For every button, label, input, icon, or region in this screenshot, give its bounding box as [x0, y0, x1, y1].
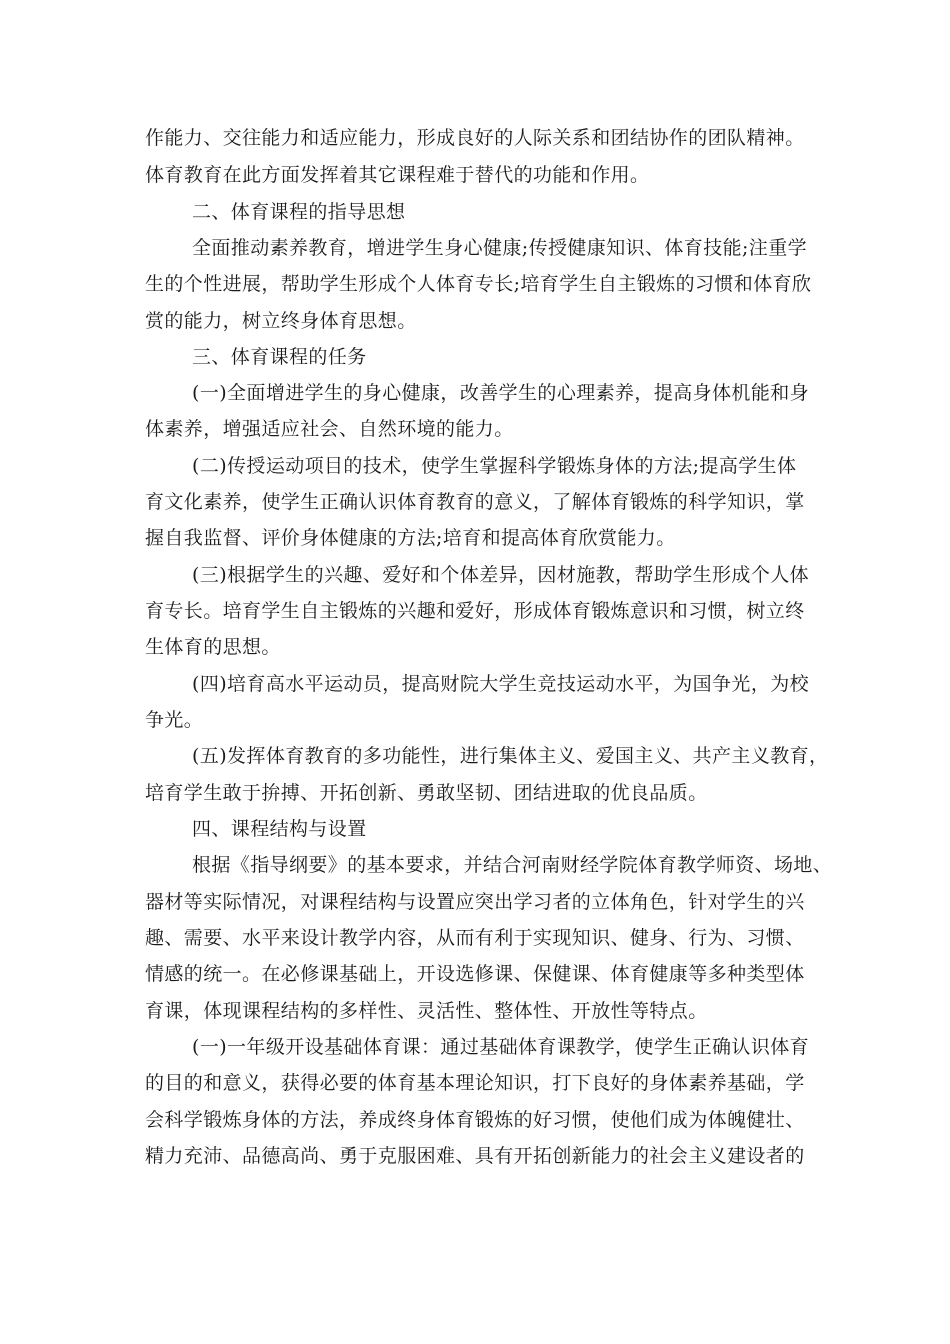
text-line: 生体育的思想。 — [145, 636, 281, 658]
text-line: 赏的能力，树立终身体育思想。 — [145, 310, 417, 332]
text-line: 生的个性进展，帮助学生形成个人体育专长;培育学生自主锻炼的习惯和体育欣 — [145, 273, 812, 295]
section-heading: 四、课程结构与设置 — [192, 818, 367, 840]
text-line: (四)培育高水平运动员，提高财院大学生竞技运动水平，为国争光，为校 — [192, 673, 810, 695]
text-line: 的目的和意义，获得必要的体育基本理论知识，打下良好的身体素养基础，学 — [145, 1072, 805, 1094]
text-line: 育专长。培育学生自主锻炼的兴趣和爱好，形成体育锻炼意识和习惯，树立终 — [145, 600, 805, 622]
text-line: 精力充沛、品德高尚、勇于克服困难、具有开拓创新能力的社会主义建设者的 — [145, 1145, 805, 1167]
text-line: 育课，体现课程结构的多样性、灵活性、整体性、开放性等特点。 — [145, 1000, 708, 1022]
section-heading: 二、体育课程的指导思想 — [192, 201, 406, 223]
section-heading: 三、体育课程的任务 — [192, 346, 367, 368]
text-line: (一)全面增进学生的身心健康，改善学生的心理素养，提高身体机能和身 — [192, 382, 810, 404]
text-line: (三)根据学生的兴趣、爱好和个体差异，因材施教，帮助学生形成个人体 — [192, 564, 810, 586]
text-line: 体育教育在此方面发挥着其它课程难于替代的功能和作用。 — [145, 164, 650, 186]
text-line: 争光。 — [145, 709, 204, 731]
text-line: (五)发挥体育教育的多功能性，进行集体主义、爱国主义、共产主义教育， — [192, 745, 829, 767]
text-line: 器材等实际情况，对课程结构与设置应突出学习者的立体角色，针对学生的兴 — [145, 891, 805, 913]
text-line: 全面推动素养教育，增进学生身心健康;传授健康知识、体育技能;注重学 — [192, 237, 808, 259]
text-line: 作能力、交往能力和适应能力，形成良好的人际关系和团结协作的团队精神。 — [145, 127, 805, 149]
text-line: 握自我监督、评价身体健康的方法;培育和提高体育欣赏能力。 — [145, 527, 676, 549]
text-line: 根据《指导纲要》的基本要求，并结合河南财经学院体育教学师资、场地、 — [192, 854, 833, 876]
text-line: 会科学锻炼身体的方法，养成终身体育锻炼的好习惯，使他们成为体魄健壮、 — [145, 1109, 805, 1131]
text-line: 体素养，增强适应社会、自然环境的能力。 — [145, 418, 514, 440]
text-line: (一)一年级开设基础体育课：通过基础体育课教学，使学生正确认识体育 — [192, 1036, 810, 1058]
text-line: 培育学生敢于拚搏、开拓创新、勇敢坚韧、团结进取的优良品质。 — [145, 782, 708, 804]
text-line: 情感的统一。在必修课基础上，开设选修课、保健课、体育健康等多种类型体 — [145, 963, 805, 985]
text-line: 趣、需要、水平来设计教学内容，从而有利于实现知识、健身、行为、习惯、 — [145, 927, 805, 949]
text-line: (二)传授运动项目的技术，使学生掌握科学锻炼身体的方法;提高学生体 — [192, 455, 797, 477]
text-line: 育文化素养，使学生正确认识体育教育的意义，了解体育锻炼的科学知识，掌 — [145, 491, 805, 513]
